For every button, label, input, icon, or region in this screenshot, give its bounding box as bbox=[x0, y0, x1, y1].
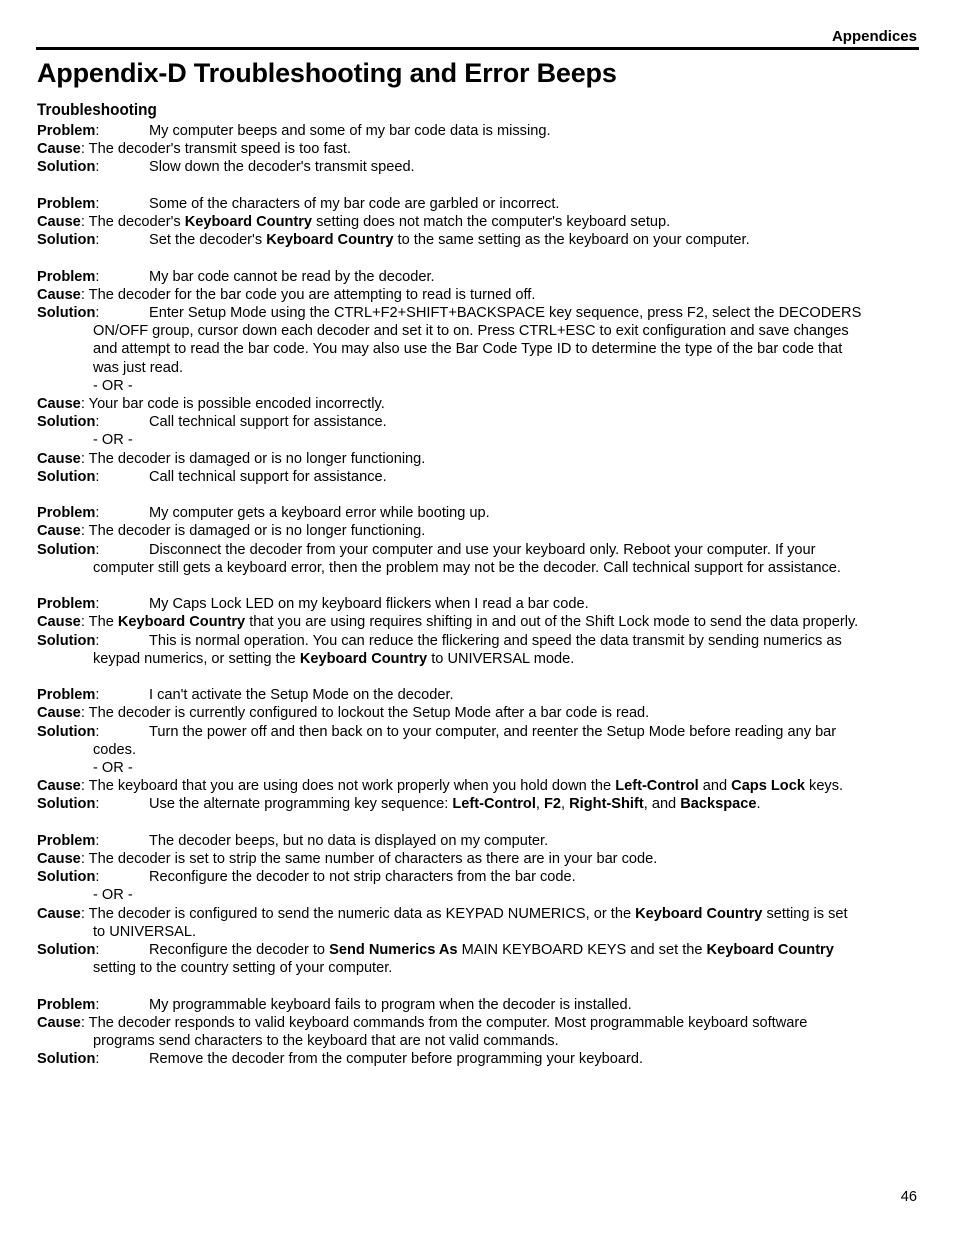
or-separator: - OR - bbox=[93, 432, 133, 449]
solution-line: Solution: Reconfigure the decoder to Send Numerics As MAIN KEYBOARD KEYS and set the Keyboard Country bbox=[37, 942, 834, 959]
solution-line: Solution: This is normal operation. You can reduce the flickering and speed the data transmit by sending numerics as bbox=[37, 632, 842, 649]
solution-line: Solution: Slow down the decoder's transmit speed. bbox=[37, 159, 415, 176]
problem-line: Problem: My Caps Lock LED on my keyboard flickers when I read a bar code. bbox=[37, 596, 589, 613]
problem-line: Problem: Some of the characters of my bar code are garbled or incorrect. bbox=[37, 195, 560, 212]
cause-line: Cause: Your bar code is possible encoded incorrectly. bbox=[37, 396, 385, 413]
solution-line: Solution: Disconnect the decoder from your computer and use your keyboard only. Reboot your computer. If your bbox=[37, 541, 816, 558]
page-title: Appendix-D Troubleshooting and Error Beeps bbox=[37, 58, 617, 88]
solution-line: Solution: Enter Setup Mode using the CTRL+F2+SHIFT+BACKSPACE key sequence, press F2, select the DECODERS bbox=[37, 305, 862, 321]
solution-line: Solution: Turn the power off and then back on to your computer, and reenter the Setup Mode before reading any bar bbox=[37, 723, 837, 740]
cause-continuation: to UNIVERSAL. bbox=[93, 923, 197, 940]
or-separator: - OR - bbox=[93, 760, 133, 777]
cause-line: Cause: The keyboard that you are using does not work properly when you hold down the Left-Control and Caps Lock keys. bbox=[37, 778, 844, 795]
cause-line: Cause: The decoder is damaged or is no longer functioning. bbox=[37, 523, 426, 540]
page-number: 46 bbox=[900, 1189, 917, 1205]
cause-line: Cause: The decoder's Keyboard Country setting does not match the computer's keyboard setup. bbox=[37, 214, 671, 230]
or-separator: - OR - bbox=[93, 887, 133, 904]
cause-line: Cause: The decoder is damaged or is no longer functioning. bbox=[37, 450, 426, 467]
cause-line: Cause: The decoder is set to strip the same number of characters as there are in your bar code. bbox=[37, 851, 658, 868]
cause-line: Cause: The decoder's transmit speed is too fast. bbox=[37, 141, 352, 158]
solution-continuation: setting to the country setting of your computer. bbox=[93, 960, 393, 977]
solution-line: Solution: Reconfigure the decoder to not strip characters from the bar code. bbox=[37, 869, 576, 886]
cause-line: Cause: The Keyboard Country that you are using requires shifting in and out of the Shift Lock mode to send the data properly. bbox=[37, 614, 859, 631]
cause-line: Cause: The decoder for the bar code you are attempting to read is turned off. bbox=[37, 286, 536, 303]
cause-continuation: programs send characters to the keyboard that are not valid commands. bbox=[93, 1033, 559, 1050]
troubleshooting-content bbox=[37, 122, 917, 1068]
problem-line: Problem: My computer beeps and some of my bar code data is missing. bbox=[37, 123, 551, 139]
problem-line: Problem: My programmable keyboard fails to program when the decoder is installed. bbox=[37, 996, 632, 1013]
solution-continuation: was just read. bbox=[93, 359, 184, 376]
running-header: Appendices bbox=[831, 28, 917, 45]
problem-line: Problem: My bar code cannot be read by the decoder. bbox=[37, 268, 435, 285]
solution-line: Solution: Set the decoder's Keyboard Country to the same setting as the keyboard on your computer. bbox=[37, 232, 750, 249]
section-heading: Troubleshooting bbox=[37, 100, 157, 119]
problem-line: Problem: My computer gets a keyboard error while booting up. bbox=[37, 505, 490, 522]
or-separator: - OR - bbox=[93, 377, 133, 394]
solution-line: Solution: Call technical support for assistance. bbox=[37, 468, 387, 485]
solution-continuation: keypad numerics, or setting the Keyboard Country to UNIVERSAL mode. bbox=[93, 650, 575, 667]
cause-line: Cause: The decoder is currently configured to lockout the Setup Mode after a bar code is read. bbox=[37, 705, 650, 722]
solution-continuation: and attempt to read the bar code. You may also use the Bar Code Type ID to determine the type of the bar code that bbox=[93, 341, 843, 358]
solution-line: Solution: Use the alternate programming key sequence: Left-Control, F2, Right-Shift, and Backspace. bbox=[37, 796, 761, 813]
header-rule bbox=[36, 47, 919, 50]
problem-line: Problem: I can't activate the Setup Mode on the decoder. bbox=[37, 687, 454, 704]
problem-line: Problem: The decoder beeps, but no data is displayed on my computer. bbox=[37, 832, 549, 849]
cause-line: Cause: The decoder is configured to send the numeric data as KEYPAD NUMERICS, or the Keyboard Country setting is set bbox=[37, 905, 848, 922]
cause-line: Cause: The decoder responds to valid keyboard commands from the computer. Most programmable keyboard software bbox=[37, 1014, 808, 1031]
solution-line: Solution: Remove the decoder from the computer before programming your keyboard. bbox=[37, 1051, 643, 1068]
solution-line: Solution: Call technical support for assistance. bbox=[37, 414, 387, 431]
solution-continuation: codes. bbox=[93, 741, 136, 758]
solution-continuation: ON/OFF group, cursor down each decoder and set it to on. Press CTRL+ESC to exit configuration and save changes bbox=[93, 323, 849, 340]
solution-continuation: computer still gets a keyboard error, then the problem may not be the decoder. Call technical support for assistance. bbox=[93, 559, 841, 576]
